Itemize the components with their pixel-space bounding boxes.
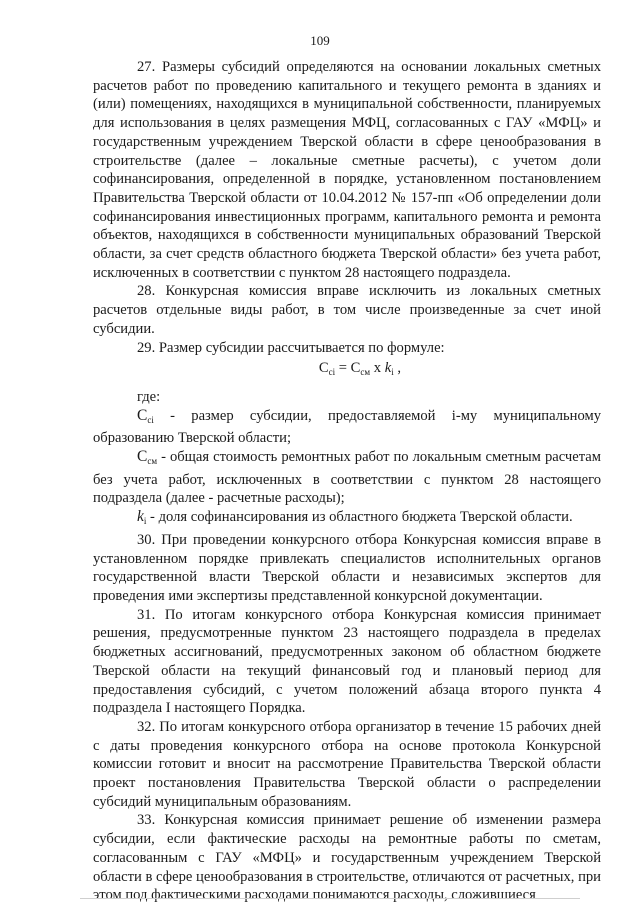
definition-csm-subscript: см xyxy=(147,456,158,467)
document-body xyxy=(93,58,601,905)
scan-edge-line xyxy=(80,898,580,899)
paragraph-30: 30. При проведении конкурсного отбора Конкурсная комиссия вправе в установленном порядке привлекать специалистов исполнительных органов государственной власти Тверской области и независимых экспертов для проведения ими экспертизы представленной конкурсной документации. xyxy=(93,531,601,604)
paragraph-33: 33. Конкурсная комиссия принимает решение об изменении размера субсидии, если фактические расходы на ремонтные работы по сметам, согласованным с ГАУ «МФЦ» и государственным учреждением Тверской области в сфере ценообразования в строительстве, отличаются от расчетных, при этом под фактическими расходами понимаются расходы, сложившиеся xyxy=(93,812,601,904)
paragraph-27: 27. Размеры субсидий определяются на основании локальных сметных расчетов работ по проведению капитального и текущего ремонта в зданиях и (или) помещениях, находящихся в муниципальной собственности, планируемых для использования в целях размещения МФЦ, согласованных с ГАУ «МФЦ» и государственным учреждением Тверской области в сфере ценообразования в строительстве (далее – локальные сметные расчеты), с учетом доли софинансирования, определенной в порядке, установленном постановлением Правительства Тверской области от 10.04.2012 № 157-пп «Об определении доли софинансирования инвестиционных программ, капитального ремонта и ремонта объектов, находящихся в собственности муниципальных образований Тверской области, за счет средств областного бюджета Тверской области» без учета работ, исключенных в соответствии с пунктом 28 настоящего подраздела. xyxy=(93,59,601,281)
definition-csm-symbol: С xyxy=(137,448,148,466)
formula-lhs: С xyxy=(318,360,329,377)
formula-k: k xyxy=(384,360,392,377)
paragraph-28: 28. Конкурсная комиссия вправе исключить из локальных сметных расчетов отдельные виды работ, в том числе произведенные за счет иной субсидии. xyxy=(93,283,601,337)
definition-c-subscript: ci xyxy=(147,414,154,425)
paragraph-32: 32. По итогам конкурсного отбора организатор в течение 15 рабочих дней с даты проведения конкурсного отбора на основе протокола Конкурсной комиссии готовит и вносит на рассмотрение Правительства Тверской области проект постановления Правительства Тверской области о распределении субсидий муниципальным образованиям. xyxy=(93,718,601,810)
formula-k-subscript: i xyxy=(391,367,394,378)
definition-k-subscript: i xyxy=(143,516,147,527)
definition-c-symbol: С xyxy=(137,406,148,424)
definition-k-symbol: k xyxy=(137,508,144,526)
definition-k-text: - доля софинансирования из областного бюджета Тверской области. xyxy=(146,509,573,526)
subsidy-formula xyxy=(93,359,601,382)
definition-csm-text: - общая стоимость ремонтных работ по локальным сметным расчетам без учета работ, исключенных в соответствии с пунктом 28 настоящего подраздела (далее - расчетные расходы); xyxy=(93,449,601,507)
formula-times: x xyxy=(370,360,385,377)
page-number: 109 xyxy=(310,33,330,48)
paragraph-29: 29. Размер субсидии рассчитывается по формуле: xyxy=(137,339,445,356)
formula-equals: = С xyxy=(335,360,361,377)
formula-tail: , xyxy=(393,360,401,377)
definition-c xyxy=(93,407,601,448)
formula-lhs-subscript: ci xyxy=(328,367,336,378)
definition-c-text: - размер субсидии, предоставляемой i-му муниципальному образованию Тверской области; xyxy=(93,407,601,447)
paragraph-31: 31. По итогам конкурсного отбора Конкурсная комиссия принимает решения, предусмотренные пунктом 23 настоящего подраздела в пределах бюджетных ассигнований, предусмотренных законом об областном бюджете Тверской области на текущий финансовый год и плановый период для предоставления субсидий, с учетом положений абзаца второго пункта 4 подраздела I настоящего Порядка. xyxy=(93,606,601,717)
definition-csm xyxy=(93,448,601,508)
where-label: где: xyxy=(137,388,161,405)
formula-rhs-subscript: см xyxy=(360,367,371,378)
definition-k xyxy=(93,508,601,531)
